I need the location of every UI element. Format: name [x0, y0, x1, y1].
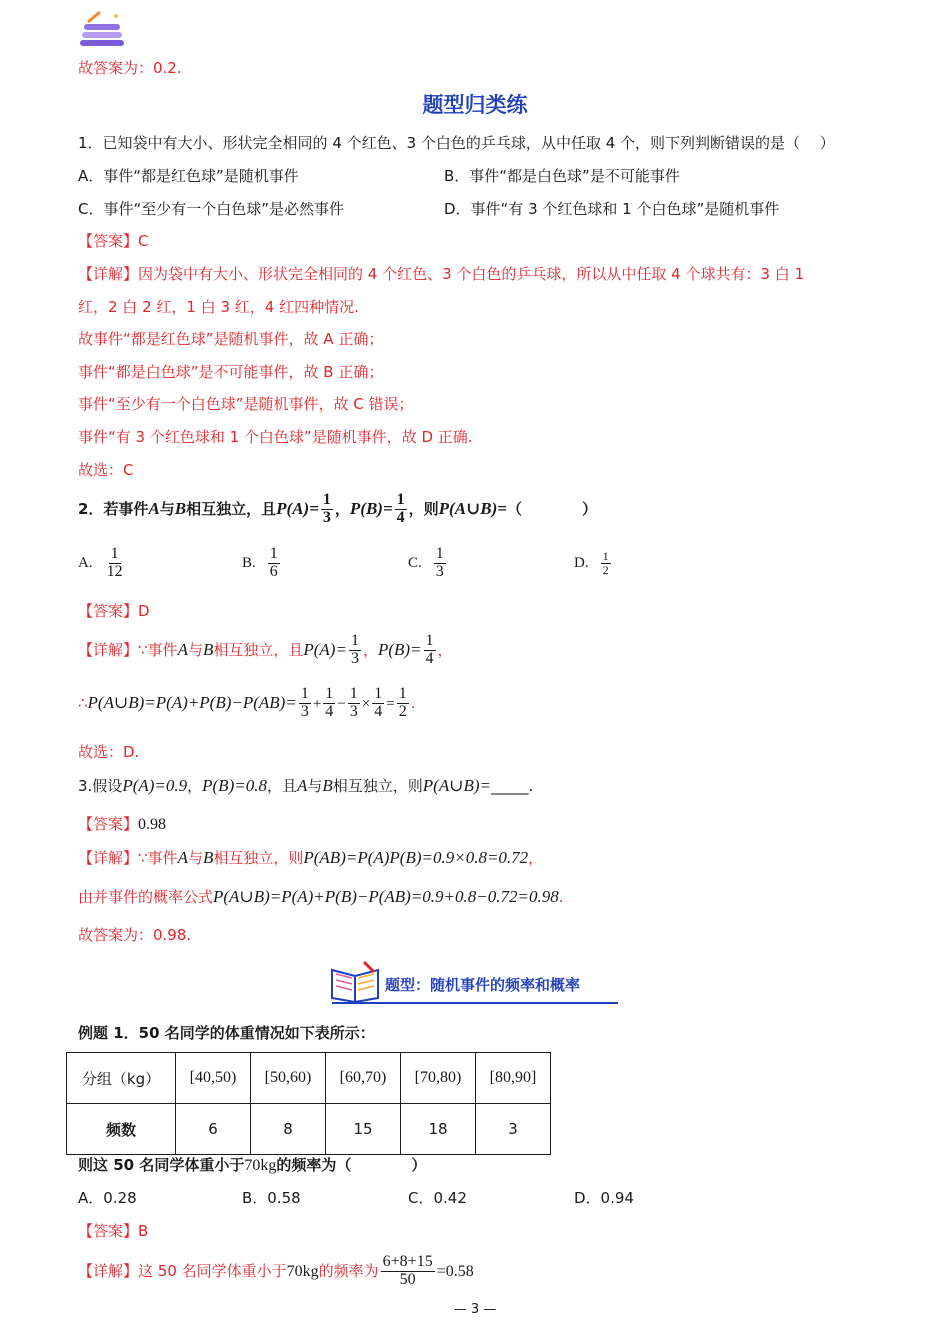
- fraction-one-fourth: [395, 492, 407, 527]
- q1-option-d: D．事件“有 3 个红色球和 1 个白色球”是随机事件: [444, 200, 780, 218]
- fraction: [348, 686, 360, 721]
- comma: ，: [437, 640, 453, 659]
- header-logo: [78, 10, 128, 50]
- table-header-cell: [50,60): [251, 1053, 326, 1104]
- q2-detail-line-2: [78, 686, 415, 721]
- q2-option-d: [574, 550, 613, 576]
- event-b: B: [202, 639, 214, 659]
- event-a: A: [177, 848, 188, 867]
- therefore-symbol: ∴: [78, 693, 88, 712]
- event-a: A: [177, 639, 188, 659]
- answer-tag: 【答案】: [78, 1222, 139, 1240]
- frac-den: 4: [374, 702, 383, 720]
- frac-num: 1: [300, 685, 309, 702]
- frac-num: 1: [374, 685, 383, 702]
- frac-num: 1: [425, 632, 434, 649]
- prob-b: P(B)=0.8: [202, 776, 267, 795]
- detail-text: 的频率为: [318, 1261, 379, 1280]
- plus-sign: +: [312, 695, 322, 712]
- q2-answer: [78, 600, 150, 621]
- prob-b: P(B)=: [377, 639, 422, 659]
- weight-unit: 70kg: [244, 1157, 277, 1174]
- q2-option-c: [408, 546, 448, 581]
- table-header-cell: 分组（kg）: [67, 1053, 176, 1104]
- frac-num: 1: [322, 491, 331, 508]
- event-b: B: [322, 776, 333, 795]
- q3-answer: [78, 813, 166, 834]
- q1-detail-line-2: 红，2 白 2 红，1 白 3 红，4 红四种情况.: [78, 298, 359, 316]
- q1-answer-value: C: [138, 232, 149, 250]
- q2-stem-end: （ ）: [506, 499, 597, 518]
- frequency-result: =0.58: [436, 1262, 474, 1280]
- detail-text: 与: [187, 849, 203, 867]
- option-label: A.: [78, 554, 93, 571]
- example-answer: [78, 1220, 148, 1241]
- prob-a: P(A)=: [276, 498, 319, 518]
- event-b: B: [174, 498, 187, 518]
- example-option-d: D．0.94: [574, 1189, 634, 1207]
- detail-tag: 【详解】: [78, 640, 139, 659]
- q1-detail-line-7: 故选：C: [78, 461, 134, 479]
- times-sign: ×: [361, 695, 371, 712]
- q1-stem: 1．已知袋中有大小、形状完全相同的 4 个红色、3 个白色的乒乓球，从中任取 4 个，则下列判断错误的是（ ）: [78, 134, 835, 152]
- answer-tag: 【答案】: [78, 232, 139, 250]
- period: .: [410, 693, 416, 712]
- example-stem: 例题 1．50 名同学的体重情况如下表所示：: [78, 1024, 375, 1042]
- period: .: [558, 888, 564, 906]
- detail-text: 相互独立，则: [213, 849, 304, 867]
- prob-union: P(A∪B)=: [422, 776, 491, 795]
- question-text: 则这 50 名同学体重小于: [78, 1156, 245, 1174]
- frac-num: 1: [435, 545, 444, 562]
- fraction-result: [397, 686, 409, 721]
- comma: ，: [362, 640, 378, 659]
- answer-blank: _____.: [490, 777, 534, 795]
- fraction-one-third: [321, 492, 333, 527]
- q1-option-a: A．事件“都是红色球”是随机事件: [78, 167, 299, 185]
- frac-den: 4: [425, 649, 434, 667]
- prob-b: P(B)=: [349, 498, 393, 518]
- table-header-cell: [80,90]: [476, 1053, 551, 1104]
- prob-a: P(A)=: [303, 639, 347, 659]
- because-text: ∵事件: [138, 640, 178, 659]
- comma: ，: [187, 777, 203, 795]
- previous-answer: 故答案为：0.2.: [78, 59, 182, 77]
- minus-sign: −: [337, 695, 346, 712]
- frac-den: 2: [398, 702, 407, 720]
- table-cell: 频数: [67, 1104, 176, 1155]
- table-header-cell: [40,50): [176, 1053, 251, 1104]
- frac-num: 1: [396, 491, 405, 508]
- q3-detail-line-1: [78, 847, 543, 868]
- detail-tag: 【详解】: [78, 265, 139, 283]
- q1-answer: [78, 230, 149, 251]
- subsection-header: [328, 958, 618, 1008]
- example-option-a: A．0.28: [78, 1189, 137, 1207]
- q1-detail-line-4: 事件“都是白色球”是不可能事件，故 B 正确；: [78, 363, 384, 381]
- frequency-table: [66, 1052, 551, 1155]
- comma: ，: [334, 499, 350, 518]
- frac-num: 1: [269, 545, 278, 562]
- detail-text: 与: [187, 640, 203, 659]
- option-fraction: [268, 546, 280, 581]
- example-detail: [78, 1254, 474, 1289]
- answer-tag: 【答案】: [78, 815, 139, 833]
- q1-detail-line-5: 事件“至少有一个白色球”是随机事件，故 C 错误；: [78, 395, 414, 413]
- table-cell: 15: [326, 1104, 401, 1155]
- frac-num: 1: [349, 685, 358, 702]
- table-cell: 6: [176, 1104, 251, 1155]
- subsection-underline: [332, 1002, 618, 1004]
- event-a: A: [148, 498, 160, 518]
- frac-num: 1: [350, 632, 359, 649]
- option-fraction: [601, 550, 611, 576]
- subsection-title: 题型：随机事件的频率和概率: [385, 976, 581, 994]
- equals-sign: =: [386, 695, 395, 712]
- q3-answer-value: 0.98: [138, 816, 167, 833]
- event-a: A: [296, 776, 308, 795]
- q1-detail-text: 因为袋中有大小、形状完全相同的 4 个红色、3 个白色的乒乓球，所以从中任取 4 个球共有：3 白 1: [138, 265, 805, 283]
- q3-stem: [78, 775, 533, 796]
- q3-text: 与: [307, 777, 323, 795]
- table-cell: 8: [251, 1104, 326, 1155]
- option-fraction: [434, 546, 446, 581]
- frac-num: 1: [398, 685, 407, 702]
- q2-option-a: [78, 546, 127, 581]
- independence-formula: P(AB)=P(A)P(B)=0.9×0.8=0.72: [303, 848, 529, 867]
- q1-detail-line-6: 事件“有 3 个红色球和 1 个白色球”是随机事件，故 D 正确.: [78, 428, 473, 446]
- example-question: [78, 1154, 426, 1175]
- detail-text: 由并事件的概率公式: [78, 888, 214, 906]
- table-header-cell: [60,70): [326, 1053, 401, 1104]
- q1-option-c: C．事件“至少有一个白色球”是必然事件: [78, 200, 345, 218]
- frac-den: 4: [396, 508, 405, 526]
- books-pencil-icon: [78, 10, 128, 50]
- option-label: C.: [408, 554, 422, 571]
- detail-text: 这 50 名同学体重小于: [138, 1261, 287, 1280]
- question-text: 的频率为（ ）: [276, 1156, 427, 1174]
- frac-den: 3: [300, 702, 309, 720]
- frac-num: 1: [602, 549, 609, 563]
- page-number: — 3 —: [453, 1302, 497, 1317]
- weight-unit: 70kg: [286, 1262, 319, 1280]
- frac-num: 1: [325, 685, 334, 702]
- q3-text: ，且: [266, 777, 297, 795]
- prob-union: P(A∪B)=: [438, 498, 507, 518]
- frac-den: 12: [106, 562, 123, 580]
- q1-detail-line-1: [78, 263, 804, 284]
- table-cell: 18: [401, 1104, 476, 1155]
- table-cell: 3: [476, 1104, 551, 1155]
- union-formula: P(A∪B)=P(A)+P(B)−P(AB)=: [87, 692, 297, 712]
- prob-a: P(A)=0.9: [122, 776, 188, 795]
- q3-detail-line-2: [78, 886, 563, 907]
- option-fraction: [105, 546, 125, 581]
- frac-den: 3: [350, 649, 359, 667]
- example-option-c: C．0.42: [408, 1189, 467, 1207]
- q3-text: 相互独立，则: [332, 777, 423, 795]
- frac-den: 4: [325, 702, 334, 720]
- q3-conclusion: 故答案为：0.98.: [78, 926, 192, 944]
- q2-option-b: [242, 546, 282, 581]
- q2-stem-text: ，则: [408, 499, 439, 518]
- frac-den: 3: [322, 508, 331, 526]
- frac-den: 2: [602, 562, 609, 577]
- option-label: B.: [242, 554, 256, 571]
- q2-detail-line-1: [78, 633, 453, 668]
- open-book-icon: [328, 960, 382, 1004]
- frac-den: 6: [269, 562, 278, 580]
- example-option-b: B．0.58: [242, 1189, 301, 1207]
- detail-tag: 【详解】: [78, 1261, 139, 1280]
- q1-option-b: B．事件“都是白色球”是不可能事件: [444, 167, 680, 185]
- option-label: D.: [574, 554, 589, 571]
- q3-prefix: 3.假设: [78, 777, 123, 795]
- fraction: [299, 686, 311, 721]
- frac-num: 6+8+15: [382, 1253, 433, 1270]
- section-title: 题型归类练: [422, 93, 528, 117]
- fraction: [323, 686, 335, 721]
- q2-answer-value: D: [138, 602, 150, 620]
- fraction: [372, 686, 384, 721]
- fraction-one-fourth: [424, 633, 436, 668]
- detail-text: 相互独立，且: [213, 640, 304, 659]
- q2-stem: [78, 492, 597, 527]
- comma: ，: [528, 849, 544, 867]
- table-header-cell: [70,80): [401, 1053, 476, 1104]
- because-text: ∵事件: [138, 849, 178, 867]
- answer-tag: 【答案】: [78, 602, 139, 620]
- q2-choose: 故选：D.: [78, 743, 140, 761]
- example-answer-value: B: [138, 1222, 149, 1240]
- table-row: [67, 1104, 551, 1155]
- union-formula: P(A∪B)=P(A)+P(B)−P(AB)=0.9+0.8−0.72=0.98: [213, 887, 559, 906]
- table-row: [67, 1053, 551, 1104]
- q2-stem-text: 与: [159, 499, 175, 518]
- fraction-one-third: [349, 633, 361, 668]
- detail-tag: 【详解】: [78, 849, 139, 867]
- q2-stem-text: 相互独立，且: [186, 499, 277, 518]
- frac-den: 3: [435, 562, 444, 580]
- q1-detail-line-3: 故事件“都是红色球”是随机事件，故 A 正确；: [78, 330, 384, 348]
- frac-den: 3: [349, 702, 358, 720]
- frac-den: 50: [399, 1270, 416, 1288]
- frequency-fraction: [381, 1254, 435, 1289]
- q2-stem-prefix: 2．若事件: [78, 499, 149, 518]
- frac-num: 1: [110, 545, 119, 562]
- event-b: B: [202, 848, 214, 867]
